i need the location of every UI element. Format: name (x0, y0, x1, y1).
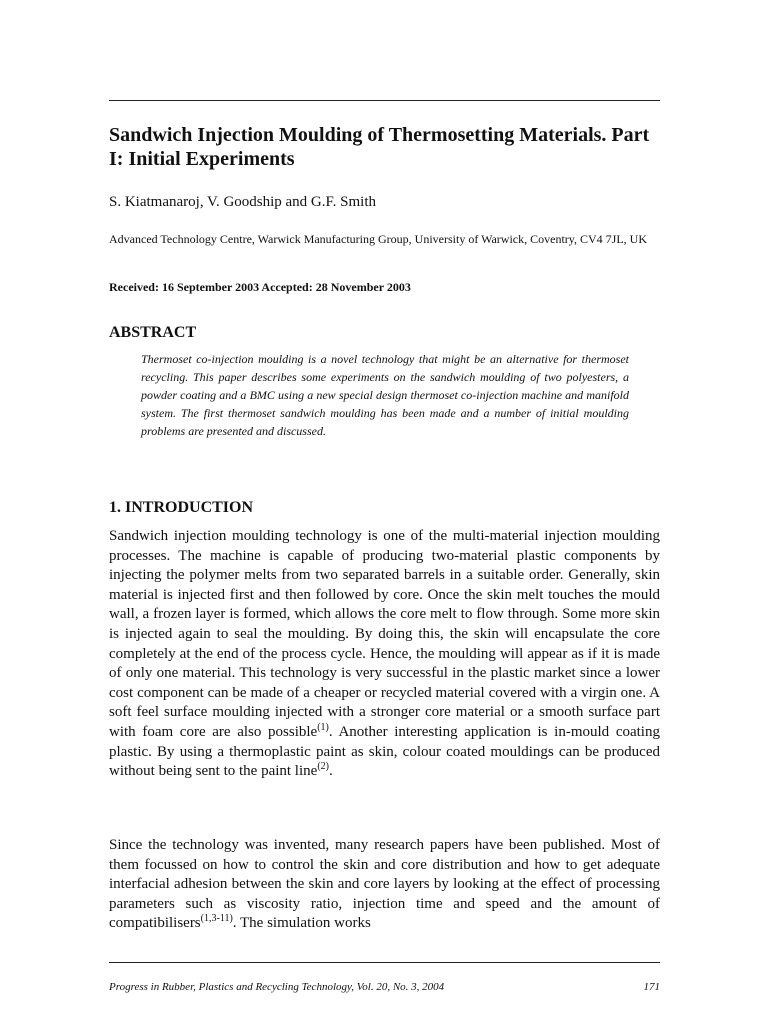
intro-paragraph-2 (109, 836, 660, 934)
paper-dates: Received: 16 September 2003 Accepted: 28 November 2003 (109, 280, 411, 294)
paper-title: Sandwich Injection Moulding of Thermosetting Materials. Part I: Initial Experiments (109, 124, 650, 170)
citation-ref: (1) (317, 721, 329, 733)
section-heading-introduction: 1. INTRODUCTION (109, 499, 254, 516)
paragraph-text: Since the technology was invented, many research papers have been published. Most of them focussed on how to control the skin and core distribution and how to get adequate interfacial adhesion between the skin and core layers by looking at the effect of processing parameters such as viscosity ratio, injection time and speed and the amount of compatibilisers (109, 837, 660, 932)
paragraph-text: Sandwich injection moulding technology is one of the multi-material injection moulding processes. The machine is capable of producing two-material plastic components by injecting the polymer melts from two separated barrels in a suitable order. Generally, skin material is injected first and then followed by core. Once the skin melt touches the mould wall, a frozen layer is formed, which allows the core melt to flow through. Some more skin is injected again to seal the moulding. By doing this, the skin will encapsulate the core completely at the end of the process cycle. Hence, the moulding will appear as if it is made of only one material. This technology is very successful in the plastic market since a lower cost component can be made of a cheaper or recycled material covered with a virgin one. A soft feel surface moulding injected with a stronger core material or a smooth surface part with foam core are also possible (109, 528, 660, 740)
paper-authors: S. Kiatmanaroj, V. Goodship and G.F. Smith (109, 194, 377, 210)
citation-ref: (1,3-11) (200, 913, 233, 925)
citation-ref: (2) (317, 761, 329, 773)
header-rule (109, 100, 660, 101)
footer-rule (109, 962, 660, 963)
page-number: 171 (643, 981, 660, 993)
intro-paragraph-1 (109, 527, 660, 782)
paragraph-text: . The simulation works (232, 915, 371, 932)
abstract-text: Thermoset co-injection moulding is a novel technology that might be an alternative for thermoset recycling. This paper describes some experiments on the sandwich moulding of two polyesters, a powder coating and a BMC using a new special design thermoset co-injection machine and manifold system. The first thermoset sandwich moulding has been made and a number of initial moulding problems are presented and discussed. (141, 352, 629, 438)
paragraph-text: . (328, 763, 333, 780)
paper-affiliation: Advanced Technology Centre, Warwick Manufacturing Group, University of Warwick, Coventry, CV4 7JL, UK (109, 232, 647, 246)
paragraph-text: . Another interesting application is in-mould coating plastic. By using a thermoplastic paint as skin, colour coated mouldings can be produced without being sent to the paint line (109, 723, 660, 780)
abstract-heading: ABSTRACT (109, 324, 197, 341)
journal-footer: Progress in Rubber, Plastics and Recycling Technology, Vol. 20, No. 3, 2004 (109, 981, 445, 993)
